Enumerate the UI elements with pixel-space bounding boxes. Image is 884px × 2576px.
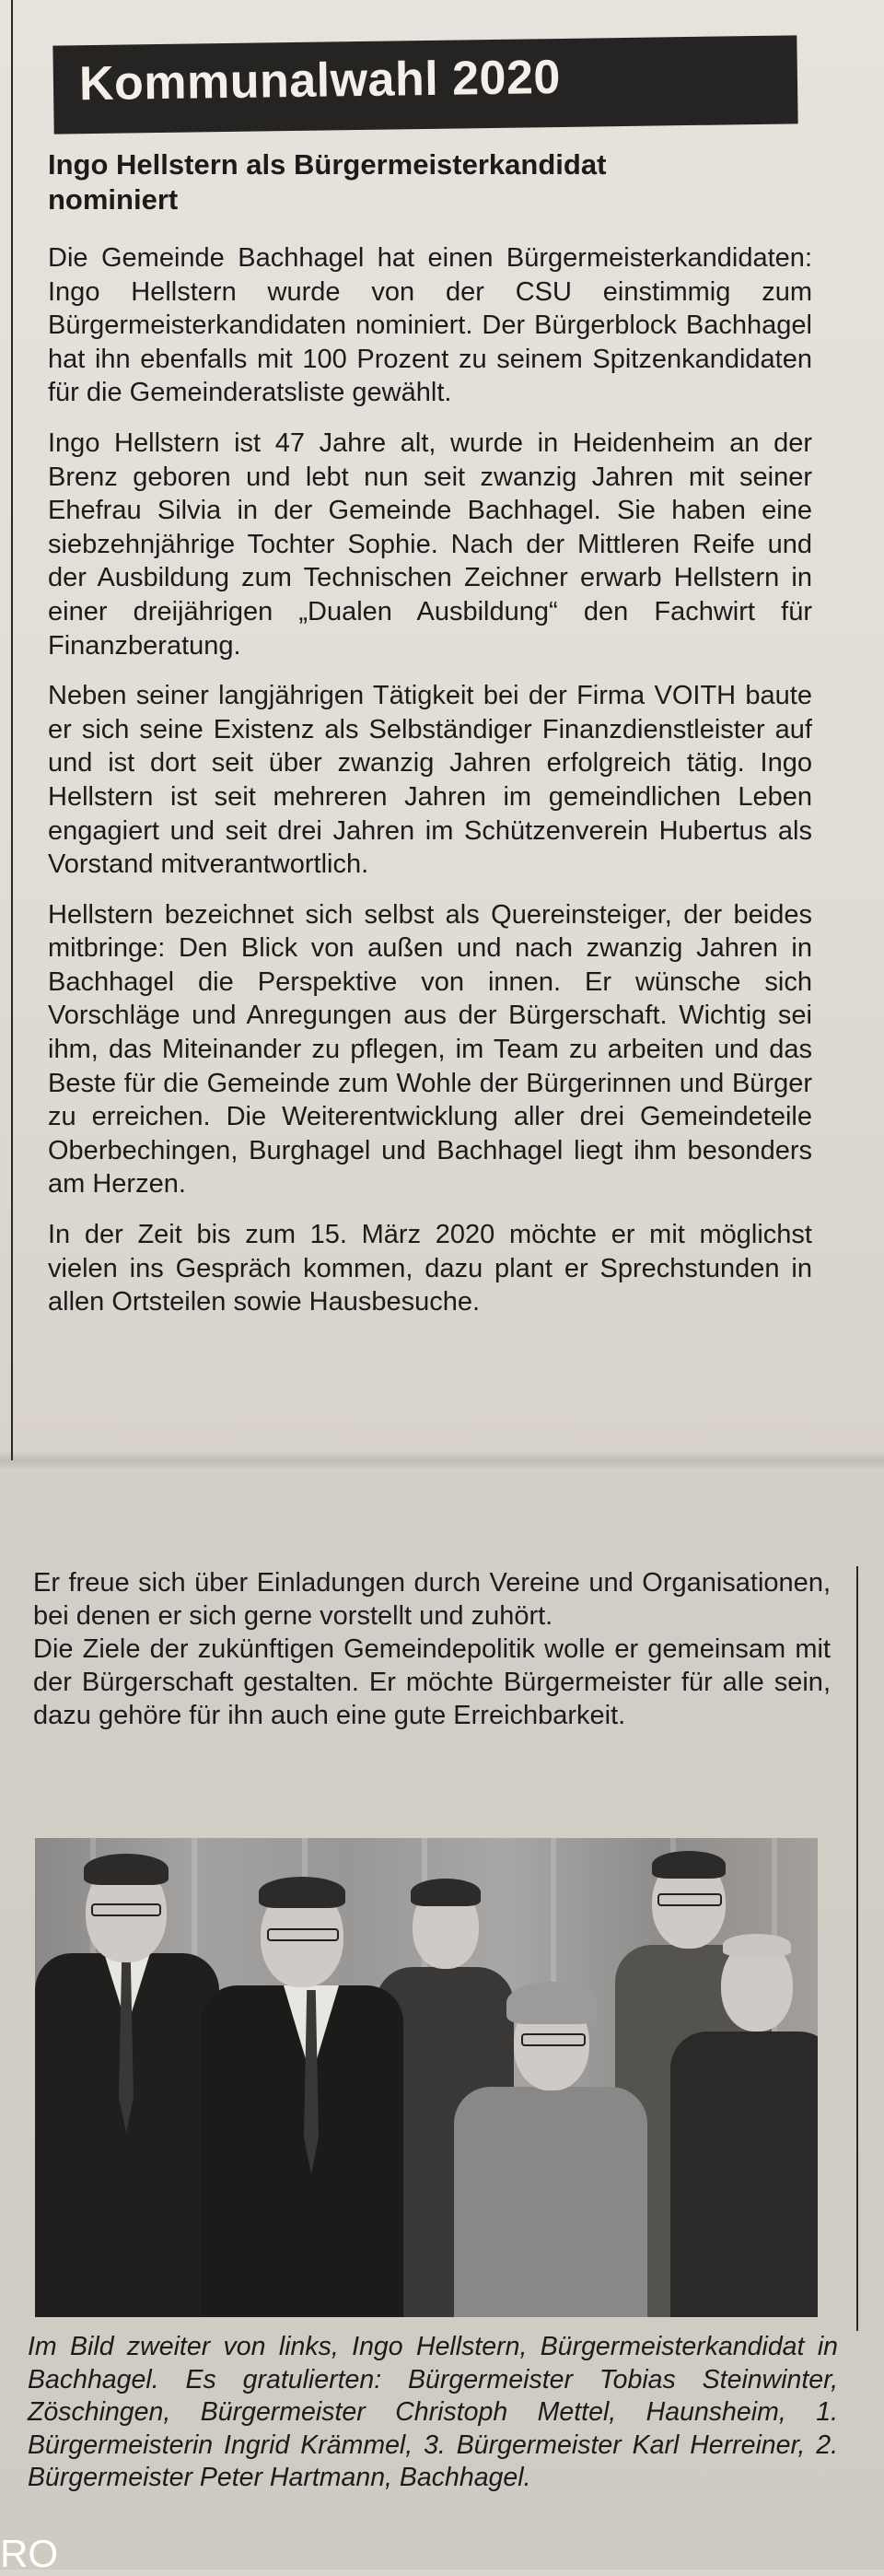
continuation-paragraph-2: Die Ziele der zukünftigen Gemeindepolitik wolle er gemeinsam mit der Bürgerschaft gestalten. Er möchte Bürgermeister für alle sein, dazu gehöre für ihn auch eine gute Erreichbarkeit. [33,1634,831,1730]
paragraph-2: Ingo Hellstern ist 47 Jahre alt, wurde in Heidenheim an der Brenz geboren und lebt nun seit zwanzig Jahren mit seiner Ehefrau Silvia in der Gemeinde Bachhagel. Sie haben eine siebzehnjährige Tochter Sophie. Nach der Mittleren Reife und der Ausbildung zum Technischen Zeichner erwarb Hellstern in einer dreijährigen „Dualen Ausbildung“ den Fachwirt für Finanzberatung. [48,427,812,661]
paragraph-5: In der Zeit bis zum 15. März 2020 möchte er mit möglichst vielen ins Gespräch kommen, dazu plant er Sprechstunden in allen Ortsteilen sowie Hausbesuche. [48,1220,812,1317]
headline-line-2: nominiert [48,183,179,216]
article-body [48,241,812,1336]
paragraph-1: Die Gemeinde Bachhagel hat einen Bürgermeisterkandidaten: Ingo Hellstern wurde von der CSU einstimmig zum Bürgermeisterkandidaten nominiert. Der Bürgerblock Bachhagel hat ihn ebenfalls mit 100 Prozent zu seinem Spitzenkandidaten für die Gemeinderatsliste gewählt. [48,243,812,408]
corner-text: RO [0,2532,58,2575]
headline-line-1: Ingo Hellstern als Bürgermeisterkandidat [48,148,607,181]
banner-title: Kommunalwahl 2020 [78,50,562,111]
paragraph-4: Hellstern bezeichnet sich selbst als Quereinsteiger, der beides mitbringe: Den Blick von außen und nach zwanzig Jahren in Bachhagel die Perspektive von innen. Er wünsche sich Vorschläge und Anregungen aus der Bürgerschaft. Wichtig sei ihm, das Miteinander zu pflegen, im Team zu arbeiten und das Beste für die Gemeinde zum Wohle der Bürgerinnen und Bürger zu erreichen. Die Weiterentwicklung aller drei Gemeindeteile Oberbechingen, Burghagel und Bachhagel liegt ihm besonders am Herzen. [48,899,812,1200]
paper-fold [0,1451,884,1469]
group-photo [35,1838,818,2317]
photo-caption [28,2331,838,2495]
right-column-rule [856,1566,858,2331]
article-continuation [33,1566,831,1732]
caption-text: Im Bild zweiter von links, Ingo Hellstern, Bürgermeisterkandidat in Bachhagel. Es gratulierten: Bürgermeister Tobias Steinwinter, Zöschingen, Bürgermeister Christoph Mettel, Haunsheim, 1. Bürgermeisterin Ingrid Krämmel, 3. Bürgermeister Karl Herreiner, 2. Bürgermeister Peter Hartmann, Bachhagel. [28,2332,838,2492]
section-banner [52,35,797,134]
left-column-rule [11,0,13,1460]
continuation-paragraph-1: Er freue sich über Einladungen durch Vereine und Organisationen, bei denen er sich gerne vorstellt und zuhört. [33,1568,831,1631]
paragraph-3: Neben seiner langjährigen Tätigkeit bei der Firma VOITH baute er sich seine Existenz als Selbständiger Finanzdienstleister auf und ist dort seit über zwanzig Jahren erfolgreich tätig. Ingo Hellstern ist seit mehreren Jahren im gemeindlichen Leben engagiert und seit drei Jahren im Schützenverein Hubertus als Vorstand mitverantwortlich. [48,681,812,880]
article-headline [48,147,812,217]
